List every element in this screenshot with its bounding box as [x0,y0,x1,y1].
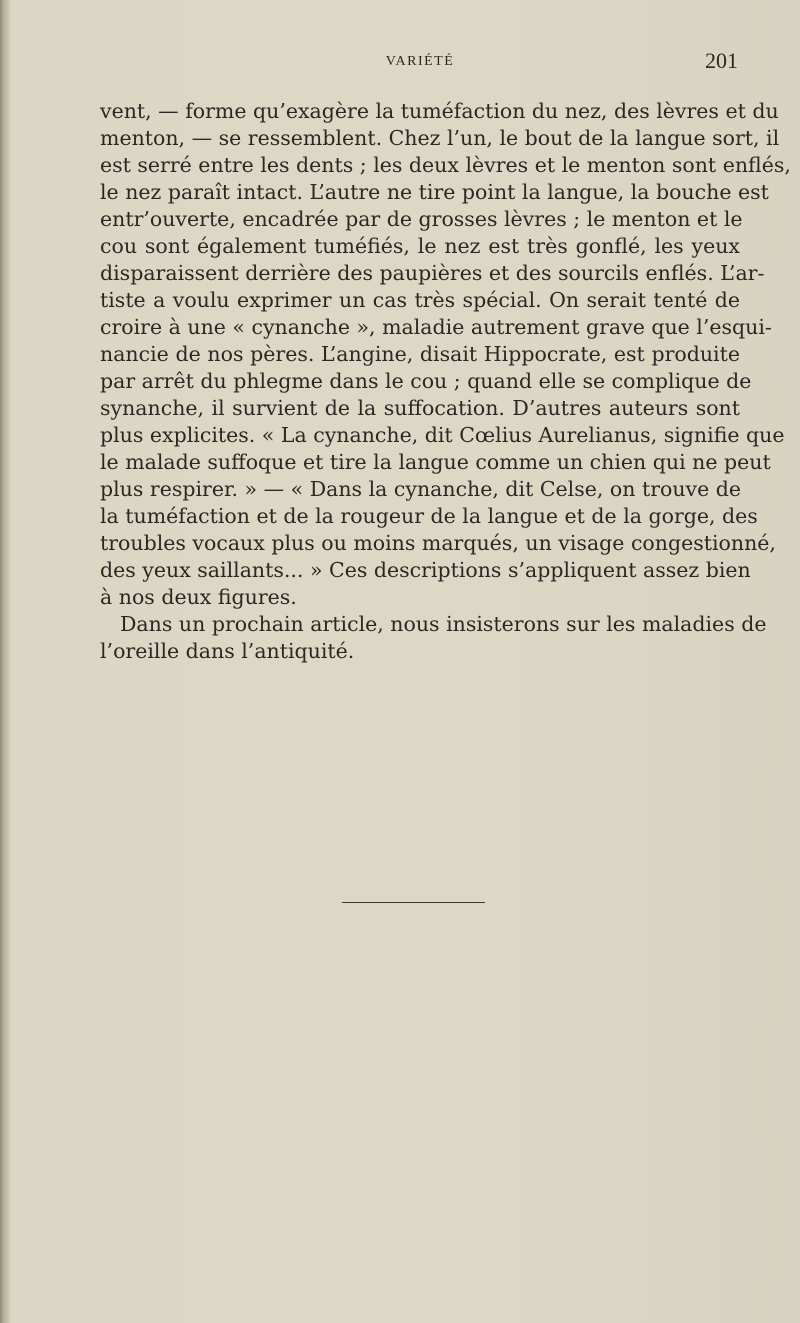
text-line: nancie de nos pères. L’angine, disait Hippocrate, est produite [100,342,740,366]
text-line: à nos deux figures. [100,585,297,609]
text-line: cou sont également tuméfiés, le nez est très gonflé, les yeux [100,234,740,258]
text-line: l’oreille dans l’antiquité. [100,639,355,663]
text-line: le nez paraît intact. L’autre ne tire point la langue, la bouche est [100,180,769,204]
text-line: disparaissent derrière des paupières et des sourcils enflés. L’ar- [100,261,765,285]
text-line: tiste a voulu exprimer un cas très spécial. On serait tenté de [100,288,740,312]
body-text [100,98,791,665]
text-line: plus respirer. » — « Dans la cynanche, dit Celse, on trouve de [100,477,742,501]
text-line: menton, — se ressemblent. Chez l’un, le bout de la langue sort, il [100,126,780,150]
text-line: troubles vocaux plus ou moins marqués, un visage congestionné, [100,531,776,555]
running-head: VARIÉTÉ [385,54,455,69]
text-line: plus explicites. « La cynanche, dit Cœlius Aurelianus, signifie que [100,423,785,447]
text-line: synanche, il survient de la suffocation. D’autres auteurs sont [100,396,740,420]
text-line: vent, — forme qu’exagère la tuméfaction du nez, des lèvres et du [100,99,779,123]
page-header [100,48,740,78]
paragraph-first-line: Dans un prochain article, nous insisterons sur les maladies de [120,612,767,636]
text-line: entr’ouverte, encadrée par de grosses lèvres ; le menton et le [100,207,743,231]
text-line: des yeux saillants... » Ces descriptions s’appliquent assez bien [100,558,751,582]
page-binding-edge [0,0,10,1323]
text-line: la tuméfaction et de la rougeur de la langue et de la gorge, des [100,504,758,528]
section-end-rule [342,902,485,903]
text-line: est serré entre les dents ; les deux lèvres et le menton sont enflés, [100,153,791,177]
text-line: le malade suffoque et tire la langue comme un chien qui ne peut [100,450,771,474]
text-line: par arrêt du phlegme dans le cou ; quand elle se complique de [100,369,752,393]
text-line: croire à une « cynanche », maladie autrement grave que l’esqui- [100,315,772,339]
page-number: 201 [705,48,738,73]
